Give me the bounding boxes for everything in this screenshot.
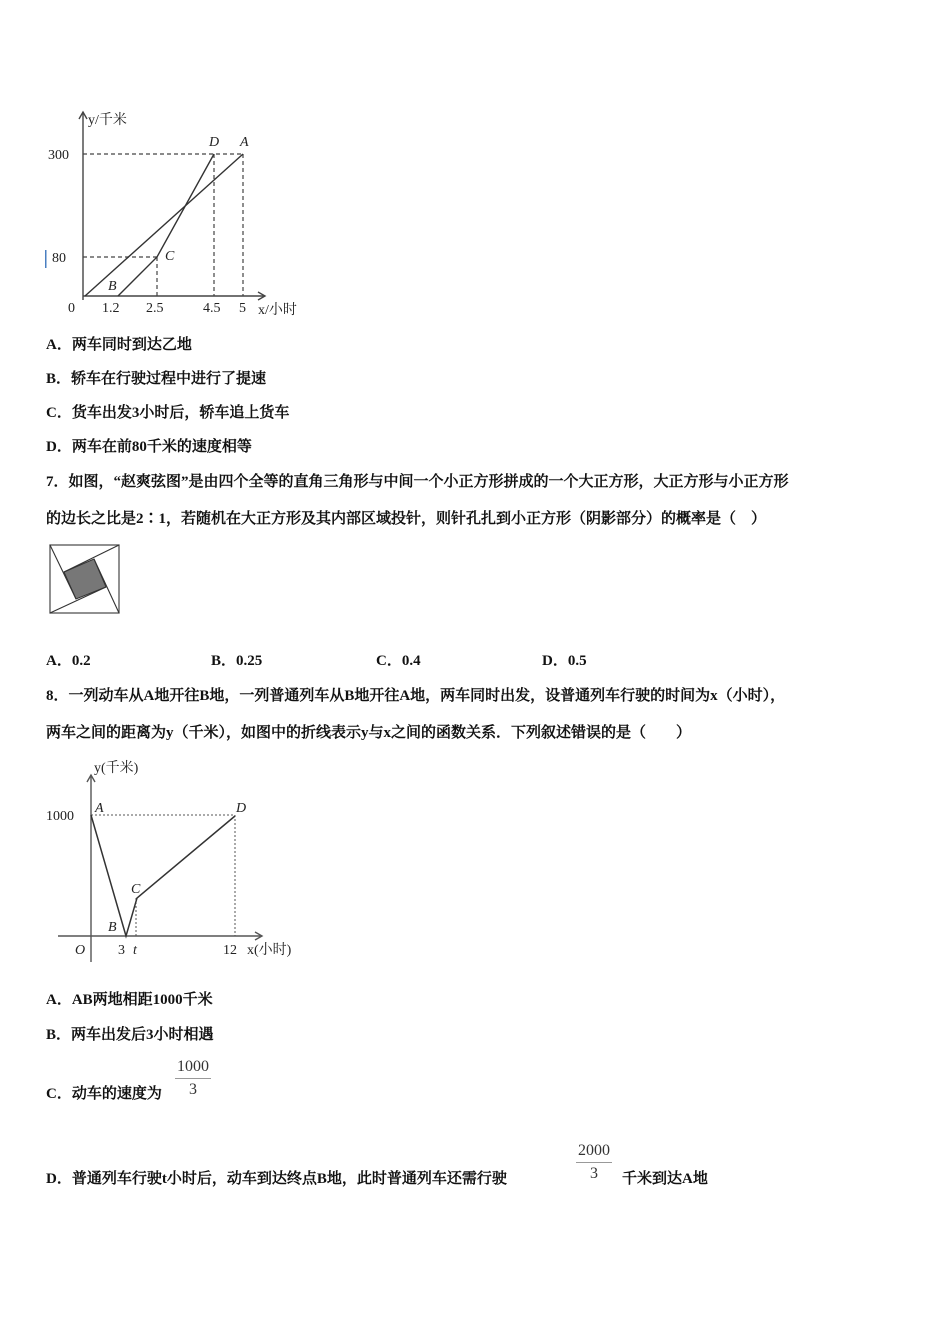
x-tick: 3 <box>118 943 125 958</box>
denominator: 3 <box>189 1081 197 1098</box>
q6-option-d: D．两车在前80千米的速度相等 <box>46 439 252 455</box>
point-label-b: B <box>108 920 117 935</box>
q8-option-d: D．普通列车行驶t小时后，动车到达终点B地，此时普通列车还需行驶 <box>46 1171 507 1187</box>
q8-option-b: B．两车出发后3小时相遇 <box>46 1027 214 1043</box>
origin-label: 0 <box>68 301 75 316</box>
y-tick: 300 <box>48 148 69 163</box>
q8-stem-line2: 两车之间的距离为y（千米），如图中的折线表示y与x之间的函数关系．下列叙述错误的是（ ） <box>46 725 692 741</box>
x-tick: 2.5 <box>146 301 164 316</box>
q8-option-c: C．动车的速度为 <box>46 1086 162 1102</box>
q7-option-c: C．0.4 <box>376 653 421 669</box>
point-label-c: C <box>165 249 175 264</box>
y-tick: 1000 <box>46 809 74 824</box>
q8-option-a: A．AB两地相距1000千米 <box>46 992 213 1008</box>
x-tick: 1.2 <box>102 301 120 316</box>
q6-option-b: B．轿车在行驶过程中进行了提速 <box>46 371 267 387</box>
x-tick: 4.5 <box>203 301 221 316</box>
numerator: 1000 <box>175 1058 211 1079</box>
origin-label: O <box>75 943 86 958</box>
q7-option-d: D．0.5 <box>542 653 587 669</box>
point-label-b: B <box>108 279 117 294</box>
x-axis-label: x/小时 <box>258 303 297 318</box>
polyline-ABCD <box>91 815 235 936</box>
q7-stem-line1: 7．如图，“赵爽弦图”是由四个全等的直角三角形与中间一个小正方形拼成的一个大正方形，大正方形与小正方形 <box>46 474 789 490</box>
point-label-d: D <box>236 801 247 816</box>
zhao-shuang-square-figure <box>40 540 130 620</box>
point-label-a: A <box>240 135 249 150</box>
denominator: 3 <box>590 1165 598 1182</box>
blue-cursor-mark <box>45 250 47 268</box>
y-axis-label: y(千米) <box>94 761 139 776</box>
q6-option-c: C．货车出发3小时后，轿车追上货车 <box>46 405 290 421</box>
fraction-1000-over-3 <box>175 1058 211 1099</box>
line-truck-OA <box>85 154 243 296</box>
q8-stem-line1: 8．一列动车从A地开往B地，一列普通列车从B地开往A地，两车同时出发，设普通列车行驶的时间为x（小时）， <box>46 688 786 704</box>
q6-option-a: A．两车同时到达乙地 <box>46 337 192 353</box>
q7-option-b: B．0.25 <box>211 653 263 669</box>
fraction-2000-over-3 <box>576 1142 612 1183</box>
q8-option-d-suffix: 千米到达A地 <box>622 1171 708 1187</box>
y-axis-label: y/千米 <box>88 113 127 128</box>
numerator: 2000 <box>576 1142 612 1163</box>
q7-stem-line2: 的边长之比是2∶1，若随机在大正方形及其内部区域投针，则针孔扎到小正方形（阴影部分）的概率是（ ） <box>46 511 767 527</box>
q8-distance-time-graph <box>40 750 320 970</box>
point-label-a: A <box>95 801 104 816</box>
x-tick: 12 <box>223 943 237 958</box>
y-tick: 80 <box>52 251 66 266</box>
q6-distance-time-graph <box>40 100 320 320</box>
x-axis-label: x(小时) <box>247 943 292 958</box>
point-label-d: D <box>209 135 220 150</box>
x-tick: t <box>133 943 137 958</box>
point-label-c: C <box>131 882 141 897</box>
line-car-BCD <box>118 154 214 296</box>
q7-option-a: A．0.2 <box>46 653 91 669</box>
x-tick: 5 <box>239 301 246 316</box>
